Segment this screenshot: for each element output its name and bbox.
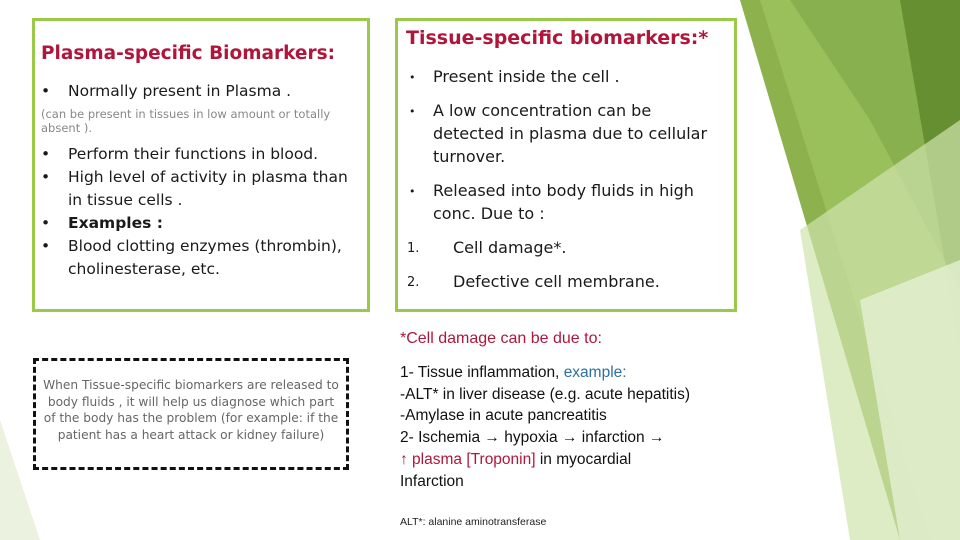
tissue-biomarkers-box [395,18,737,312]
diagnosis-callout: When Tissue-specific biomarkers are released to body fluids , it will help us diagnose which part of the body has the problem (for example: if the patient has a heart attack or kidney failure) [33,358,349,470]
list-item: • A low concentration can be detected in plasma due to cellular turnover. [409,101,708,166]
plasma-heading: Plasma-specific Biomarkers: [41,43,335,64]
list-number: 2. [407,275,420,290]
cell-damage-title: *Cell damage can be due to: [400,330,602,347]
damage-line: 2- Ischemia → hypoxia → infarction → [400,429,665,447]
plasma-bullet-list [41,80,359,103]
list-item: 2. Defective cell membrane. [406,270,726,293]
list-number: 1. [407,241,420,256]
tissue-bullet-list [406,65,726,225]
list-item: • High level of activity in plasma than in tissue cells . [41,168,348,209]
damage-line: -ALT* in liver disease (e.g. acute hepatitis) [400,385,691,403]
bullet-icon: • [41,168,51,186]
bullet-icon: • [41,214,51,232]
bullet-icon: • [41,145,51,163]
cell-damage-section [400,330,760,492]
list-item: • Perform their functions in blood. [41,143,359,166]
damage-line: Infarction [400,472,464,490]
plasma-biomarkers-box [32,18,370,312]
bullet-icon: • [41,237,51,255]
list-item: • Normally present in Plasma . [41,80,359,103]
bullet-icon: • [409,71,416,84]
plasma-note: (can be present in tissues in low amount or totally absent ). [41,107,331,135]
list-item: • Released into body fluids in high conc. Due to : [409,181,694,223]
bullet-icon: • [409,105,416,118]
damage-line: ↑ plasma [Troponin] in myocardial [400,450,632,468]
plasma-bullet-list-2 [41,143,359,281]
damage-line: 1- Tissue inflammation, example: [400,364,627,381]
list-item: 1. Cell damage*. [406,236,726,259]
footnote: ALT*: alanine aminotransferase [400,516,547,528]
list-item: • Present inside the cell . [406,65,726,88]
list-item: • Blood clotting enzymes (thrombin), cholinesterase, etc. [41,237,342,278]
bullet-icon: • [409,185,416,198]
bullet-icon: • [41,82,51,100]
damage-line: -Amylase in acute pancreatitis [400,407,607,425]
tissue-heading: Tissue-specific biomarkers:* [406,27,709,49]
list-item: • Examples : [41,212,359,235]
tissue-numbered-list [406,236,726,293]
